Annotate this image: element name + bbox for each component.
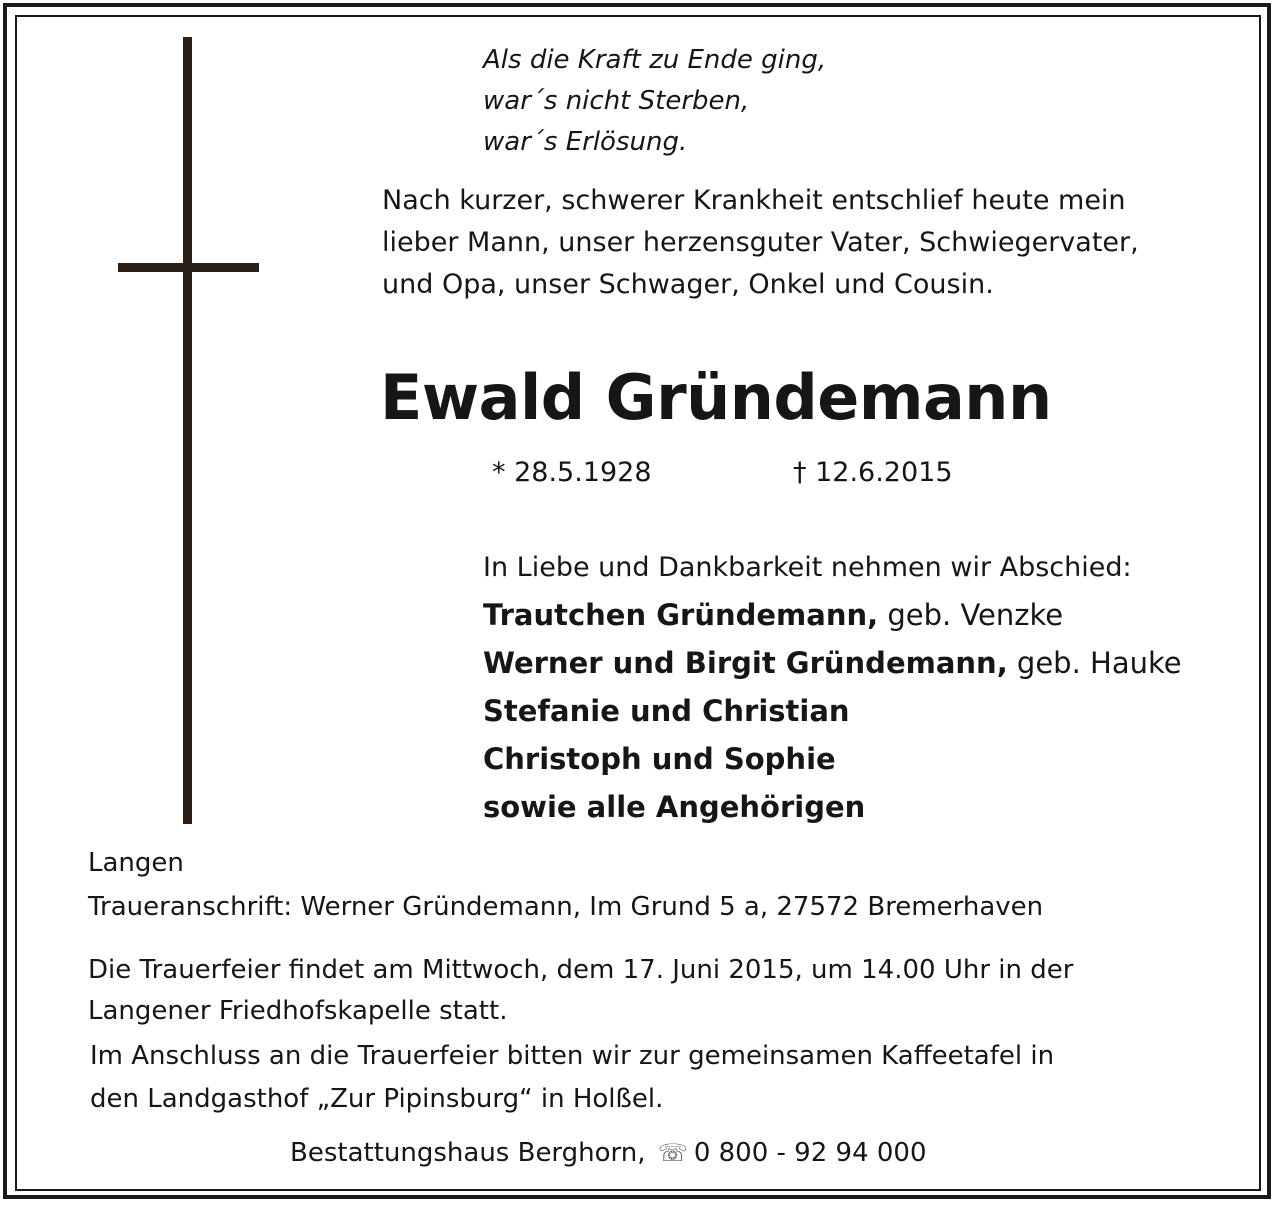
mourner-name: Stefanie und Christian	[483, 694, 850, 728]
place: Langen	[88, 848, 184, 878]
reception-info	[90, 1035, 1054, 1121]
intro-line: lieber Mann, unser herzensguter Vater, Schwiegervater,	[382, 227, 1139, 258]
mourner-name: Christoph und Sophie	[483, 742, 836, 776]
cross-icon-vertical-beam	[183, 37, 192, 824]
mourner-row	[483, 783, 1182, 831]
intro-line: und Opa, unser Schwager, Onkel und Cousin.	[382, 269, 994, 300]
deceased-name: Ewald Gründemann	[380, 361, 1052, 434]
mourner-row	[483, 591, 1182, 639]
mourner-suffix: geb. Venzke	[878, 598, 1064, 632]
mourner-name: sowie alle Angehörigen	[483, 790, 866, 824]
telephone-icon: ☏	[657, 1139, 688, 1167]
birth-date: * 28.5.1928	[492, 457, 652, 488]
mourner-row	[483, 687, 1182, 735]
intro-line: Nach kurzer, schwerer Krankheit entschlief heute mein	[382, 185, 1126, 216]
reception-line: den Landgasthof „Zur Pipinsburg“ in Holßel.	[90, 1084, 664, 1114]
service-line: Die Trauerfeier findet am Mittwoch, dem 17. Juni 2015, um 14.00 Uhr in der	[88, 955, 1074, 985]
service-info	[88, 950, 1073, 1032]
farewell-line: In Liebe und Dankbarkeit nehmen wir Abschied:	[483, 552, 1132, 583]
cross-icon-horizontal-beam	[118, 263, 259, 272]
reception-line: Im Anschluss an die Trauerfeier bitten wir zur gemeinsamen Kaffeetafel in	[90, 1041, 1055, 1071]
mourner-name: Werner und Birgit Gründemann,	[483, 646, 1008, 680]
service-line: Langener Friedhofskapelle statt.	[88, 996, 508, 1026]
mourner-name: Trautchen Gründemann,	[483, 598, 879, 632]
mourners-list	[483, 591, 1182, 831]
funeral-home-name: Bestattungshaus Berghorn,	[290, 1138, 646, 1168]
mourner-row	[483, 735, 1182, 783]
death-date: † 12.6.2015	[793, 457, 953, 488]
poem-line: war´s nicht Sterben,	[483, 86, 750, 116]
mourner-suffix: geb. Hauke	[1007, 646, 1182, 680]
phone-number: 0 800 - 92 94 000	[693, 1138, 927, 1168]
mourner-row	[483, 639, 1182, 687]
poem-line: war´s Erlösung.	[483, 127, 688, 157]
mourning-address: Traueranschrift: Werner Gründemann, Im Grund 5 a, 27572 Bremerhaven	[88, 892, 1044, 922]
intro-text	[382, 180, 1139, 306]
poem	[483, 40, 826, 163]
poem-line: Als die Kraft zu Ende ging,	[483, 45, 827, 75]
footer	[290, 1133, 927, 1173]
